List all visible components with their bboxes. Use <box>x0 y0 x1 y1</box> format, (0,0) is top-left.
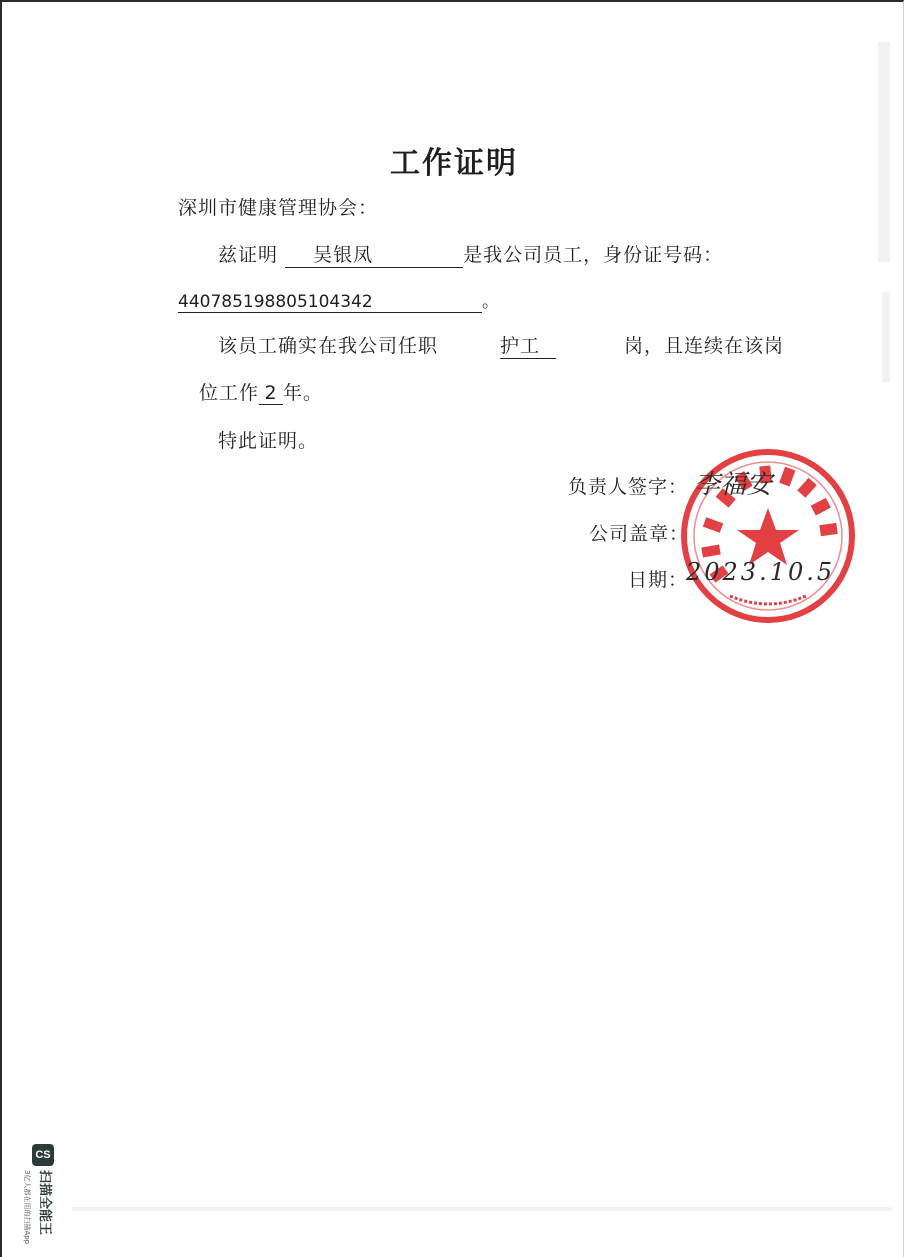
watermark-tagline: 3亿人都在用的扫描App <box>23 1170 31 1245</box>
document-title: 工作证明 <box>390 146 518 181</box>
id-suffix: 。 <box>482 292 499 312</box>
line3-suffix: 岗，且连续在该岗 <box>624 335 785 357</box>
id-number-line <box>178 287 499 313</box>
id-number <box>178 292 482 313</box>
scanner-watermark <box>18 1142 58 1252</box>
scan-noise <box>72 1207 892 1211</box>
position-field <box>500 331 556 359</box>
certificate-line-3 <box>218 331 438 358</box>
signer-label: 负责人签字： <box>568 476 689 498</box>
line3-prefix: 该员工确实在我公司任职 <box>218 335 439 357</box>
position-value: 护工 <box>500 335 541 357</box>
stamp-label: 公司盖章： <box>589 523 690 545</box>
scan-noise <box>882 292 890 382</box>
handwritten-signature: 李福安 <box>694 470 773 500</box>
seal-bottom-code <box>730 596 806 604</box>
closing-line: 特此证明。 <box>218 430 319 452</box>
employee-name <box>285 240 463 268</box>
line1-suffix: 是我公司员工，身份证号码： <box>463 244 724 266</box>
years <box>259 382 283 405</box>
line1-prefix: 兹证明 <box>218 244 279 266</box>
line4-prefix: 位工作 <box>199 382 260 404</box>
date-label: 日期： <box>628 569 689 591</box>
seal-star <box>737 508 799 565</box>
years-value: 2 <box>264 382 278 404</box>
position <box>500 331 556 359</box>
camscanner-logo-icon: CS <box>32 1144 54 1166</box>
addressee: 深圳市健康管理协会： <box>178 197 379 219</box>
line4-suffix: 年。 <box>283 382 324 404</box>
handwritten-date: 2023.10.5 <box>686 558 836 586</box>
certificate-line-4 <box>199 378 323 405</box>
id-number-value: 440785198805104342 <box>178 292 373 312</box>
certificate-line-1 <box>218 240 723 268</box>
employee-name-value: 吴银凤 <box>313 244 374 266</box>
watermark-app-name: 扫描全能王 <box>37 1170 52 1236</box>
